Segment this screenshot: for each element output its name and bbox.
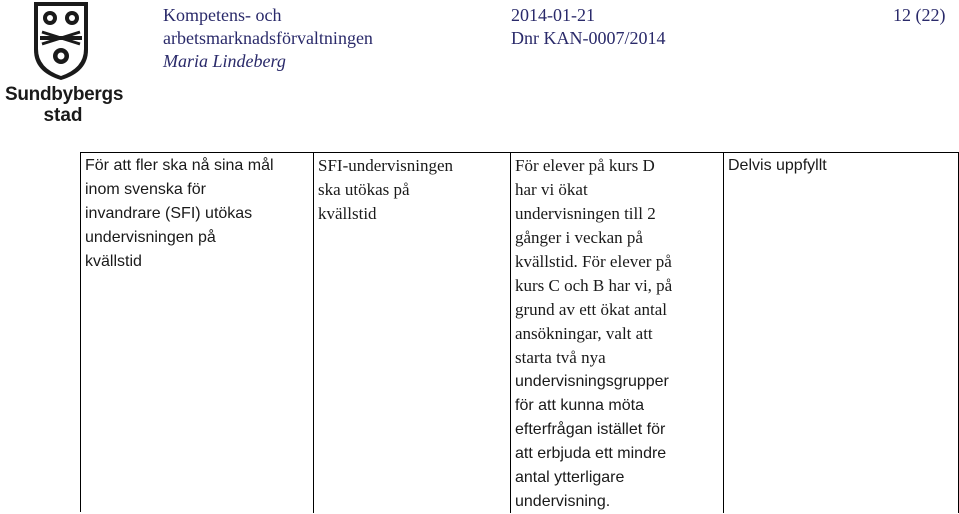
goal-line: kvällstid bbox=[85, 253, 142, 270]
result-line: undervisningsgrupper bbox=[515, 373, 669, 390]
measure-cell bbox=[314, 153, 511, 513]
result-line: kurs C och B har vi, på bbox=[515, 276, 673, 295]
page-number: 12 (22) bbox=[893, 5, 946, 25]
result-line: undervisning. bbox=[515, 493, 611, 510]
goal-line: undervisningen på bbox=[85, 229, 216, 246]
measure-line: SFI-undervisningen bbox=[318, 156, 454, 175]
status-text: Delvis uppfyllt bbox=[728, 157, 827, 174]
goals-table bbox=[80, 152, 959, 512]
result-line: undervisningen till 2 bbox=[515, 204, 656, 223]
result-line: har vi ökat bbox=[515, 180, 588, 199]
department-name-line1: Kompetens- och bbox=[163, 5, 282, 25]
result-line: ansökningar, valt att bbox=[515, 324, 653, 343]
result-line: För elever på kurs D bbox=[515, 156, 655, 175]
department-name-line2: arbetsmarknadsförvaltningen bbox=[163, 28, 373, 48]
goal-line: För att fler ska nå sina mål bbox=[85, 157, 274, 174]
measure-line: ska utökas på bbox=[318, 180, 410, 199]
result-line: grund av ett ökat antal bbox=[515, 300, 668, 319]
logo-suffix: stad bbox=[43, 105, 83, 126]
result-line: starta två nya bbox=[515, 348, 606, 367]
document-date: 2014-01-21 bbox=[511, 5, 595, 25]
status-cell bbox=[724, 153, 959, 513]
result-line: för att kunna möta bbox=[515, 397, 644, 414]
goal-line: invandrare (SFI) utökas bbox=[85, 205, 253, 222]
measure-line: kvällstid bbox=[318, 204, 377, 223]
result-line: gånger i veckan på bbox=[515, 228, 643, 247]
goal-cell bbox=[81, 153, 314, 513]
result-line: efterfrågan istället för bbox=[515, 421, 666, 438]
logo-name: Sundbybergs bbox=[5, 84, 124, 105]
document-number: Dnr KAN-0007/2014 bbox=[511, 28, 666, 48]
goal-line: inom svenska för bbox=[85, 181, 206, 198]
result-line: att erbjuda ett mindre bbox=[515, 445, 667, 462]
municipality-logo bbox=[0, 0, 122, 128]
result-cell bbox=[511, 153, 724, 513]
result-line: kvällstid. För elever på bbox=[515, 252, 672, 271]
author-name: Maria Lindeberg bbox=[163, 51, 286, 71]
coat-of-arms-icon bbox=[30, 0, 92, 82]
result-line: antal ytterligare bbox=[515, 469, 625, 486]
